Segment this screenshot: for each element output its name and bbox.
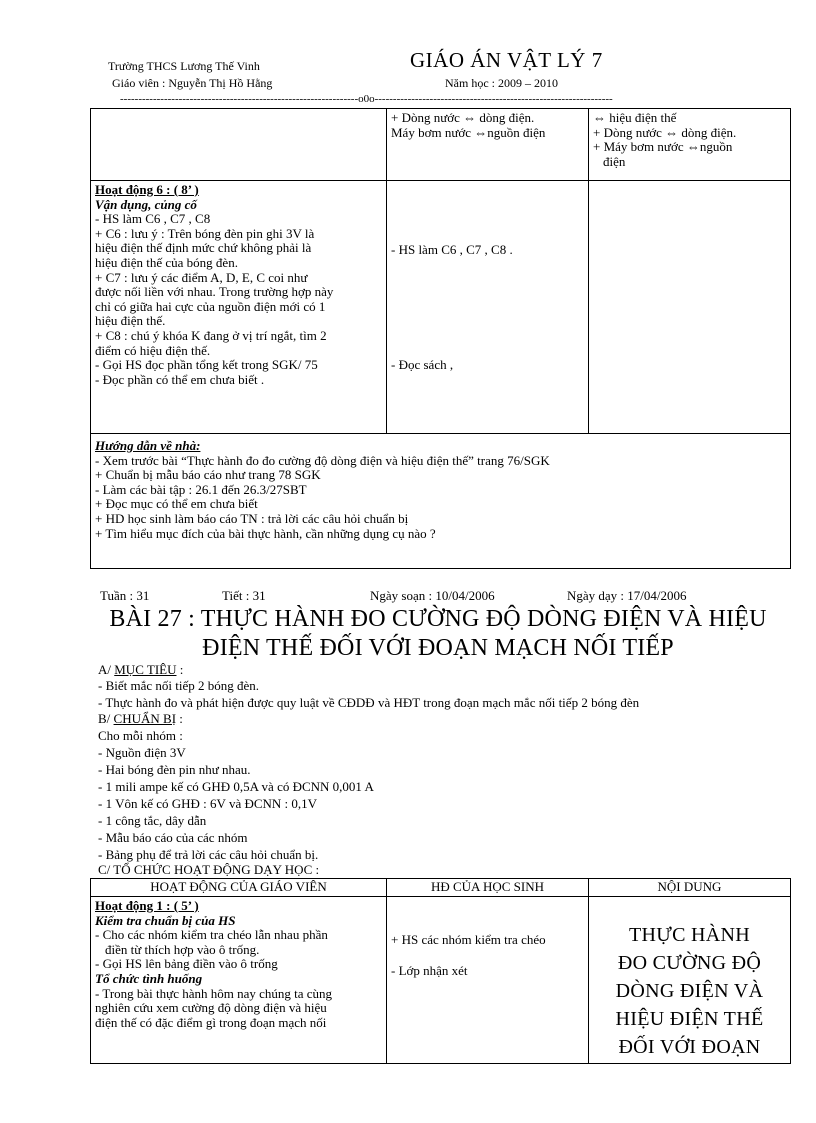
period-label: Tiết : 31 xyxy=(222,588,266,603)
prep-line: - Nguồn điện 3V xyxy=(98,745,186,760)
teacher-line: - Trong bài thực hành hôm nay chúng ta cùng xyxy=(95,985,333,1001)
activity-subheading: Tổ chức tình huống xyxy=(95,970,203,986)
teacher-cell xyxy=(91,109,387,181)
teacher-line: - HS làm C6 , C7 , C8 xyxy=(95,211,211,227)
content-title-line: HIỆU ĐIỆN THẾ xyxy=(615,1008,764,1030)
student-line: + HS các nhóm kiểm tra chéo xyxy=(391,932,546,947)
table-row xyxy=(91,181,791,434)
school-year: Năm học : 2009 – 2010 xyxy=(445,76,558,90)
page-title: GIÁO ÁN VẬT LÝ 7 xyxy=(410,48,603,72)
homework-line: + HD học sinh làm báo cáo TN : trả lời các câu hỏi chuẩn bị xyxy=(95,510,409,526)
student-line: - Đọc sách , xyxy=(391,356,454,372)
teacher-line: + C6 : lưu ý : Trên bóng đèn pin ghi 3V là xyxy=(95,225,315,241)
teacher-line: - Cho các nhóm kiểm tra chéo lẫn nhau phần xyxy=(95,927,328,943)
content-line: + Dòng nước ⇔ dòng điện. xyxy=(593,124,737,140)
content-line: điện xyxy=(603,153,626,169)
teacher-line: điền từ thích hợp vào ô trống. xyxy=(105,941,260,957)
prep-date: Ngày soạn : 10/04/2006 xyxy=(370,588,495,603)
homework-line: + Đọc mục có thể em chưa biết xyxy=(95,496,258,512)
teacher-line: được nối liền với nhau. Trong trường hợp này xyxy=(95,284,334,300)
teacher-line: nghiên cứu xem cường độ dòng điện và hiệu xyxy=(95,1000,327,1016)
homework-line: + Tìm hiểu mục đích của bài thực hành, cần những dụng cụ nào ? xyxy=(95,525,436,541)
prep-line: Cho mỗi nhóm : xyxy=(98,728,183,743)
section-b-label: CHUẨN BỊ xyxy=(113,711,177,726)
column-header: HĐ CỦA HỌC SINH xyxy=(387,879,589,897)
table-row xyxy=(91,897,791,1064)
table-header-row xyxy=(91,879,791,897)
teacher-line: hiệu điện thế. xyxy=(95,313,166,329)
section-a-prefix: A/ xyxy=(98,662,115,677)
student-cell xyxy=(387,109,589,181)
school-name: Trường THCS Lương Thế Vinh xyxy=(108,59,260,73)
teacher-line: hiệu điện thế định mức chứ không phải là xyxy=(95,240,312,256)
prep-line: - Hai bóng đèn pin như nhau. xyxy=(98,762,251,777)
content-title-line: DÒNG ĐIỆN VÀ xyxy=(615,980,764,1002)
section-a-label: MỤC TIÊU xyxy=(114,662,177,677)
activity-subheading: Vận dụng, củng cố xyxy=(95,196,197,212)
section-c-heading: C/ TỔ CHỨC HOẠT ĐỘNG DẠY HỌC : xyxy=(98,862,320,877)
objective-line: - Biết mắc nối tiếp 2 bóng đèn. xyxy=(98,678,260,693)
teacher-line: + C7 : lưu ý các điểm A, D, E, C coi như xyxy=(95,269,308,285)
content-cell xyxy=(589,109,791,181)
column-header: HOẠT ĐỘNG CỦA GIÁO VIÊN xyxy=(91,879,387,897)
content-title-line: ĐỐI VỚI ĐOẠN xyxy=(618,1036,761,1058)
content-line: ⇔ hiệu điện thế xyxy=(593,110,677,125)
section-a-suffix: : xyxy=(176,662,184,677)
student-line: Máy bơm nước ⇔nguồn điện xyxy=(391,124,546,140)
content-title-line: THỰC HÀNH xyxy=(629,924,750,946)
student-line: + Dòng nước ⇔ dòng điện. xyxy=(391,110,535,125)
teacher-line: điểm có hiệu điện thế. xyxy=(95,342,211,358)
activity-table xyxy=(90,878,791,1064)
content-title xyxy=(593,921,786,1061)
section-b-suffix: : xyxy=(176,711,183,726)
teacher-line: - Gọi HS lên bảng điền vào ô trống xyxy=(95,956,278,972)
homework-heading: Hướng dẫn về nhà: xyxy=(95,438,201,453)
table-row xyxy=(91,434,791,569)
activity-heading: Hoạt động 1 : ( 5’ ) xyxy=(95,898,199,913)
teacher-line: chỉ có giữa hai cực của nguồn điện mới có 1 xyxy=(95,298,326,314)
objective-line: - Thực hành đo và phát hiện được quy luật về CĐDĐ và HĐT trong đoạn mạch mắc nối tiếp 2 bóng đèn xyxy=(98,695,640,710)
homework-line: - Xem trước bài “Thực hành đo đo cường độ dòng điện và hiệu điện thế” trang 76/SGK xyxy=(95,452,550,468)
section-a-heading xyxy=(98,662,183,678)
table-row xyxy=(91,109,791,181)
student-cell xyxy=(387,181,589,434)
homework-cell xyxy=(91,434,791,569)
teacher-line: - Gọi HS đọc phần tổng kết trong SGK/ 75 xyxy=(95,357,318,373)
teacher-line: hiệu điện thế của bóng đèn. xyxy=(95,254,238,270)
prep-line: - 1 Vôn kế có GHĐ : 6V và ĐCNN : 0,1V xyxy=(98,796,318,811)
teacher-cell xyxy=(91,181,387,434)
prep-line: - 1 công tắc, dây dẫn xyxy=(98,813,207,828)
prep-line: - Mẫu báo cáo của các nhóm xyxy=(98,830,248,845)
header-separator: -----------------------------------------------------------------o0o----------------------------------------------------------------- xyxy=(120,93,613,105)
prep-line: - Bảng phụ để trả lời các câu hỏi chuẩn bị. xyxy=(98,847,319,862)
teacher-line: điện thế có đặc điểm gì trong đoạn mạch nối xyxy=(95,1014,327,1030)
content-line: + Máy bơm nước ⇔nguồn xyxy=(593,139,733,155)
homework-line: + Chuẩn bị mẫu báo cáo như trang 78 SGK xyxy=(95,467,321,483)
section-b-heading xyxy=(98,711,183,727)
teacher-line: - Đọc phần có thể em chưa biết . xyxy=(95,371,265,387)
activity-subheading: Kiểm tra chuẩn bị của HS xyxy=(95,912,236,928)
content-cell xyxy=(589,181,791,434)
week-label: Tuần : 31 xyxy=(100,588,150,603)
teacher-line: + C8 : chú ý khóa K đang ở vị trí ngắt, tìm 2 xyxy=(95,327,327,343)
previous-lesson-table xyxy=(90,108,791,569)
teach-date: Ngày dạy : 17/04/2006 xyxy=(567,588,687,603)
teacher-name: Giáo viên : Nguyễn Thị Hồ Hằng xyxy=(112,76,273,90)
student-line: - HS làm C6 , C7 , C8 . xyxy=(391,242,513,257)
section-b-prefix: B/ xyxy=(98,711,114,726)
lesson-title-line-1: BÀI 27 : THỰC HÀNH ĐO CƯỜNG ĐỘ DÒNG ĐIỆN VÀ HIỆU xyxy=(109,606,767,632)
activity-heading: Hoạt động 6 : ( 8’ ) xyxy=(95,182,199,197)
content-cell xyxy=(589,897,791,1064)
student-line: - Lớp nhận xét xyxy=(391,962,468,978)
lesson-title-line-2: ĐIỆN THẾ ĐỐI VỚI ĐOẠN MẠCH NỐI TIẾP xyxy=(202,635,674,661)
prep-line: - 1 mili ampe kế có GHĐ 0,5A và có ĐCNN 0,001 A xyxy=(98,779,374,794)
student-cell xyxy=(387,897,589,1064)
column-header: NỘI DUNG xyxy=(589,879,791,897)
content-title-line: ĐO CƯỜNG ĐỘ xyxy=(617,952,762,974)
teacher-cell xyxy=(91,897,387,1064)
homework-line: - Làm các bài tập : 26.1 đến 26.3/27SBT xyxy=(95,481,307,497)
